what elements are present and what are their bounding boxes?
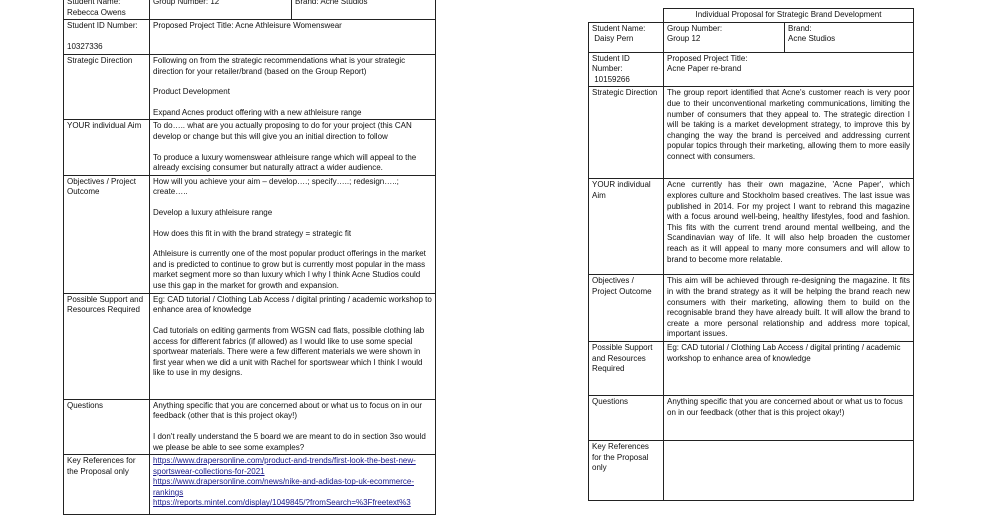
- aim-label: YOUR individual Aim: [589, 179, 664, 275]
- strategic-direction-label: Strategic Direction: [589, 87, 664, 179]
- student-name-cell: [64, 0, 150, 20]
- student-id-value: 10159266: [594, 74, 630, 84]
- form-title: Individual Proposal for Strategic Brand Development: [664, 9, 914, 23]
- student-id-cell: [64, 20, 150, 55]
- references-content: [150, 455, 436, 515]
- student-id-label: Student ID Number:: [67, 21, 138, 31]
- strategic-direction-content: [150, 54, 436, 119]
- aim-label: YOUR individual Aim: [64, 120, 150, 175]
- student-name-label: Student Name:: [67, 0, 121, 6]
- brand-value: Acne Studios: [788, 34, 836, 44]
- header-row: [64, 0, 436, 20]
- strategic-direction-row: [589, 87, 914, 179]
- strategic-direction-prompt: Following on from the strategic recommendations what is your strategic direction for your retailer/brand (based on the Group Report): [153, 55, 406, 76]
- brand-label: Brand:: [788, 23, 812, 33]
- objectives-answer: Develop a luxury athleisure range: [153, 207, 273, 217]
- aim-prompt: To do….. what are you actually proposing to do for your project (this CAN develop or change but this will give you an initial direction to follow: [153, 121, 412, 141]
- student-id-row: [589, 52, 914, 87]
- brand: Brand: Acne Studios: [295, 0, 368, 6]
- brand-cell: [785, 22, 914, 52]
- reference-link-1[interactable]: https://www.drapersonline.com/product-and-trends/first-look-the-best-new-sportswear-collections-for-2021: [153, 456, 416, 476]
- objectives-text: This aim will be achieved through re-designing the magazine. It fits in with the brand strategy as it will be helping the brand reach new consumers with their marketing, allowing them to build on the recognisable brand they have already built. It will allow the brand to create a more personal relationship and address more topical, important issues.: [664, 275, 914, 342]
- objectives-row: [64, 175, 436, 293]
- support-text: Eg: CAD tutorial / Clothing Lab Access / digital printing / academic workshop to enhance area of knowledge: [664, 341, 914, 395]
- references-label: Key References for the Proposal only: [589, 440, 664, 500]
- strategic-direction-detail: Expand Acnes product offering with a new athleisure range: [153, 107, 362, 117]
- questions-row: [589, 395, 914, 440]
- aim-text: Acne currently has their own magazine, 'Acne Paper', which explores culture and Stockholm based creatives. The last issue was published in 2014. For my project I want to rebrand this magazine with a focus around well-being, healthy lifestyles, food and fashion. This fits with the current trend around mental wellbeing, and the Scandinavian way of life. It will also help broaden the customer reach as it will appeal to many more consumers and will allow to brand to become more relatable.: [664, 179, 914, 275]
- brand-cell: [292, 0, 436, 20]
- support-label: Possible Support and Resources Required: [64, 293, 150, 399]
- references-content: [664, 440, 914, 500]
- project-title-value: Acne Paper re-brand: [667, 64, 742, 74]
- questions-prompt: Anything specific that you are concerned about or what us to focus on in our feedback (other that is this project okay!): [153, 400, 423, 421]
- objectives-label: Objectives / Project Outcome: [64, 175, 150, 293]
- objectives-fit: How does this fit in with the brand strategy = strategic fit: [153, 228, 352, 238]
- aim-row: [64, 120, 436, 175]
- student-name-label: Student Name:: [592, 23, 646, 33]
- references-row: [64, 455, 436, 515]
- support-content: [150, 293, 436, 399]
- objectives-label: Objectives / Project Outcome: [589, 275, 664, 342]
- support-label: Possible Support and Resources Required: [589, 341, 664, 395]
- strategic-direction-text: The group report identified that Acne's customer reach is very poor due to their unconventional marketing communications, limiting the number of consumers that they appeal to. The strategic direction I will be taking is a market development strategy, to improve this by changing the way the brand is perceived and addressing current popular topics through their marketing, allowing them to more easily connect with consumers.: [664, 87, 914, 179]
- objectives-prompt: How will you achieve your aim – develop….; specify…..; redesign…..; create…..: [153, 176, 399, 197]
- questions-label: Questions: [64, 399, 150, 454]
- header-row: [589, 22, 914, 52]
- objectives-row: [589, 275, 914, 342]
- aim-row: [589, 179, 914, 275]
- right-proposal-form: [588, 8, 914, 501]
- references-label: Key References for the Proposal only: [64, 455, 150, 515]
- title-row: [589, 9, 914, 23]
- aim-answer: To produce a luxury womenswear athleisure range which will appeal to the already excising consumer but naturally attract a wider audience.: [153, 152, 417, 173]
- group-number-value: Group 12: [667, 34, 701, 44]
- student-name-value: Rebecca Owens: [67, 7, 126, 17]
- questions-row: [64, 399, 436, 454]
- group-number-cell: [150, 0, 292, 20]
- questions-content: [150, 399, 436, 454]
- group-number-cell: [664, 22, 785, 52]
- strategic-direction-answer: Product Development: [153, 87, 230, 97]
- strategic-direction-row: [64, 54, 436, 119]
- student-id-label: Student ID Number:: [592, 53, 630, 74]
- aim-content: [150, 120, 436, 175]
- student-name-value: Daisy Pern: [594, 34, 634, 44]
- support-answer: Cad tutorials on editing garments from WGSN cad flats, possible clothing lab access for different fabrics (if allowed) as I would like to use some special sportwear materials. There were a few different materials we were shown in first year when we did a unit with Rachel for sportswear which I think I would like to use in my designs.: [153, 325, 425, 378]
- project-title-cell: [664, 52, 914, 87]
- student-name-cell: [589, 22, 664, 52]
- questions-text: Anything specific that you are concerned about or what us to focus on in our feedback (other that is this project okay!): [664, 395, 914, 440]
- reference-link-2[interactable]: https://www.drapersonline.com/news/nike-and-adidas-top-uk-ecommerce-rankings: [153, 477, 414, 497]
- objectives-detail: Athleisure is currently one of the most popular product offerings in the market and is predicted to continue to grow but is currently most popular in the mass market segment more so than luxury which I why I think Acne Studios could use this gap in the market for growth and expansion.: [153, 249, 426, 290]
- support-prompt: Eg: CAD tutorial / Clothing Lab Access / digital printing / academic workshop to enhance area of knowledge: [153, 294, 432, 315]
- student-id-value: 10327336: [67, 42, 103, 52]
- group-number: Group Number: 12: [153, 0, 220, 6]
- questions-label: Questions: [589, 395, 664, 440]
- objectives-content: [150, 175, 436, 293]
- group-number-label: Group Number:: [667, 23, 723, 33]
- strategic-direction-label: Strategic Direction: [64, 54, 150, 119]
- questions-answer: I don't really understand the 5 board we are meant to do in section 3so would we please be able to see some examples?: [153, 431, 426, 452]
- project-title-cell: [150, 20, 436, 55]
- student-id-cell: [589, 52, 664, 87]
- support-row: [589, 341, 914, 395]
- left-proposal-form: [63, 0, 436, 515]
- project-title: Proposed Project Title: Acne Athleisure Womenswear: [153, 21, 342, 31]
- support-row: [64, 293, 436, 399]
- reference-link-3[interactable]: https://reports.mintel.com/display/1049845/?fromSearch=%3Ffreetext%3: [153, 498, 411, 508]
- student-id-row: [64, 20, 436, 55]
- project-title-label: Proposed Project Title:: [667, 53, 748, 63]
- references-row: [589, 440, 914, 500]
